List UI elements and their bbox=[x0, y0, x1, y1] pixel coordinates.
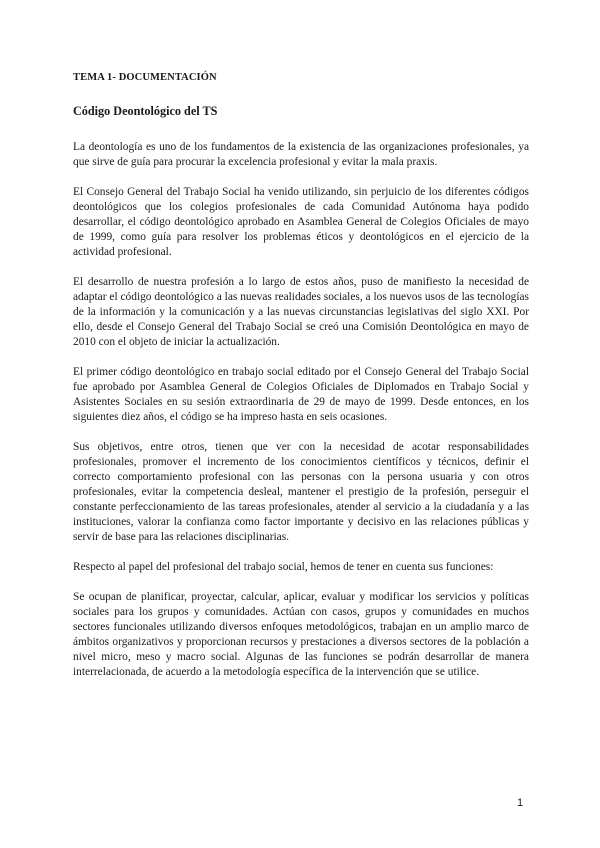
paragraph-objetivos: Sus objetivos, entre otros, tienen que ver con la necesidad de acotar responsabilidades profesionales, promover el incremento de los conocimientos científicos y técnicos, definir el correcto comportamiento profesional con las personas con la persona usuaria y con otros profesionales, evitar la competencia desleal, mantener el prestigio de la profesión, perseguir el constante perfeccionamiento de las tareas profesionales, atender al servicio a la ciudadanía y a las instituciones, valorar la confianza como factor importante y decisivo en las relaciones públicas y servir de base para las relaciones disciplinarias. bbox=[73, 441, 529, 543]
paragraph-consejo-general: El Consejo General del Trabajo Social ha venido utilizando, sin perjuicio de los diferentes códigos deontológicos que los colegios profesionales de cada Comunidad Autónoma haya podido desarrollar, el código deontológico aprobado en Asamblea General de Colegios Oficiales de mayo de 1999, como guía para resolver los problemas éticos y deontológicos en el ejercicio de la actividad profesional. bbox=[73, 186, 529, 258]
paragraph-desarrollo-profesion: El desarrollo de nuestra profesión a lo largo de estos años, puso de manifiesto la necesidad de adaptar el código deontológico a las nuevas realidades sociales, a los nuevos usos de las tecnologías de la información y la comunicación y a las nuevas circunstancias legislativas del siglo XXI. Por ello, desde el Consejo General del Trabajo Social se creó una Comisión Deontológica en mayo de 2010 con el objeto de iniciar la actualización. bbox=[73, 276, 529, 348]
paragraph-deontologia: La deontología es uno de los fundamentos de la existencia de las organizaciones profesionales, ya que sirve de guía para procurar la excelencia profesional y evitar la mala praxis. bbox=[73, 141, 529, 168]
paragraph-funciones: Se ocupan de planificar, proyectar, calcular, aplicar, evaluar y modificar los servicios y políticas sociales para los grupos y comunidades. Actúan con casos, grupos y comunidades en muchos sectores funcionales utilizando diversos enfoques metodológicos, trabajan en un amplio marco de ámbitos organizativos y proporcionan recursos y prestaciones a diversos sectores de la población a nivel micro, meso y macro social. Algunas de las funciones se podrán desarrollar de manera interrelacionada, de acuerdo a la metodología específica de la intervención que se utilice. bbox=[73, 591, 529, 678]
document-content bbox=[73, 70, 529, 680]
section-title: TEMA 1- DOCUMENTACIÓN bbox=[73, 72, 217, 83]
document-title: Código Deontológico del TS bbox=[73, 104, 218, 118]
page-number: 1 bbox=[517, 797, 524, 809]
paragraph-primer-codigo: El primer código deontológico en trabajo social editado por el Consejo General del Trabajo Social fue aprobado por Asamblea General de Colegios Oficiales de Diplomados en Trabajo Social y Asistentes Sociales en su sesión extraordinaria de 29 de mayo de 1999. Desde entonces, en los siguientes diez años, el código se ha impreso hasta en seis ocasiones. bbox=[73, 366, 529, 423]
paragraph-papel-profesional: Respecto al papel del profesional del trabajo social, hemos de tener en cuenta sus funciones: bbox=[73, 561, 494, 573]
